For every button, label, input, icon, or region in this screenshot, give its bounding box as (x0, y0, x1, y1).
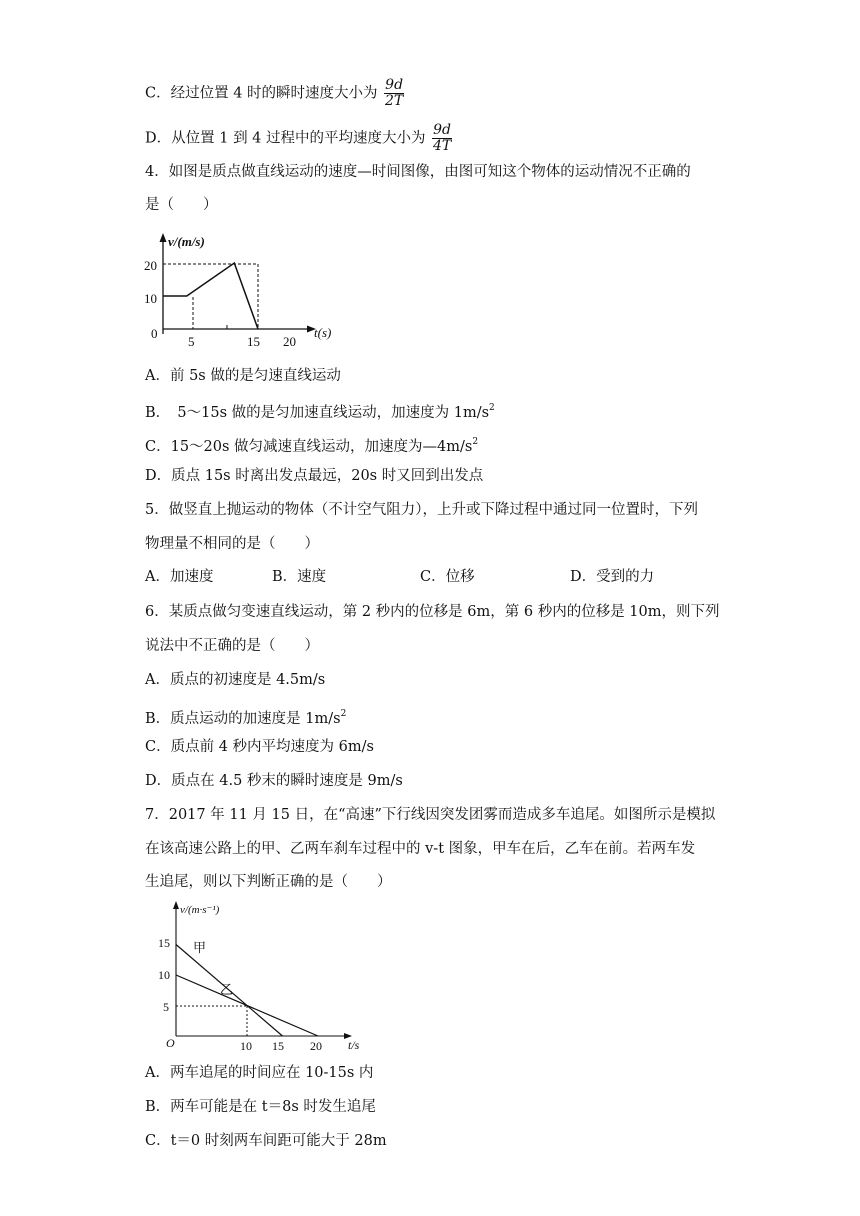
q3-option-d-fraction (432, 123, 452, 154)
fraction-denominator: 2T (384, 93, 404, 109)
q4-option-d: D．质点 15s 时离出发点最远，20s 时又回到出发点 (145, 468, 484, 484)
q6-option-a: A．质点的初速度是 4.5m/s (145, 672, 326, 688)
q4-option-a: A．前 5s 做的是匀速直线运动 (145, 368, 341, 384)
graph1-x-tick-15: 15 (247, 334, 260, 349)
q7-option-c: C．t＝0 时刻两车间距可能大于 28m (145, 1133, 387, 1149)
graph2-label-jia: 甲 (193, 940, 207, 955)
q6-option-b-text: B．质点运动的加速度是 1m/s (145, 711, 341, 727)
q4-option-c (145, 432, 478, 457)
q6-stem-line-1: 6．某质点做匀变速直线运动，第 2 秒内的位移是 6m，第 6 秒内的位移是 10m，则下列 (145, 604, 720, 620)
q6-option-c: C．质点前 4 秒内平均速度为 6m/s (145, 739, 374, 755)
q6-option-b (145, 704, 346, 729)
q4-stem-line-1: 4．如图是质点做直线运动的速度—时间图像，由图可知这个物体的运动情况不正确的 (145, 164, 691, 180)
q3-option-c-text: C．经过位置 4 时的瞬时速度大小为 (145, 85, 378, 102)
graph1-x-axis-label: t(s) (314, 325, 332, 340)
superscript: 2 (340, 709, 347, 719)
q7-option-b: B．两车可能是在 t＝8s 时发生追尾 (145, 1099, 376, 1115)
fraction-numerator: 9d (385, 77, 404, 93)
q4-option-c-text: C．15～20s 做匀减速直线运动，加速度为—4m/s (145, 439, 473, 455)
q5-option-a: A．加速度 (145, 569, 214, 585)
q4-stem-line-2: 是（ ） (145, 197, 218, 213)
fraction-numerator: 9d (433, 122, 451, 138)
q7-option-a: A．两车追尾的时间应在 10-15s 内 (145, 1065, 374, 1081)
q5-options (145, 567, 654, 587)
q5-stem-line-2: 物理量不相同的是（ ） (145, 536, 319, 552)
graph1-y-arrow (160, 233, 167, 242)
graph1-y-tick-20: 20 (144, 258, 157, 273)
graph2-y-tick-5: 5 (163, 1000, 169, 1014)
q3-option-c-fraction (384, 78, 404, 109)
graph2-x-axis-label: t/s (348, 1038, 360, 1052)
q5-stem-line-1: 5．做竖直上抛运动的物体（不计空气阻力），上升或下降过程中通过同一位置时，下列 (145, 502, 698, 518)
superscript: 2 (472, 437, 479, 447)
graph2-x-tick-10: 10 (240, 1039, 252, 1053)
q7-stem-line-3: 生追尾，则以下判断正确的是（ ） (145, 874, 392, 890)
q7-velocity-time-graph (150, 896, 375, 1056)
fraction-denominator: 4T (432, 138, 452, 154)
q5-option-d: D．受到的力 (570, 569, 655, 585)
q7-stem-line-1: 7．2017 年 11 月 15 日，在“高速”下行线因突发团雾而造成多车追尾。如图所示是模拟 (145, 807, 716, 823)
graph2-y-axis-label: v/(m·s⁻¹) (180, 904, 220, 916)
q6-stem-line-2: 说法中不正确的是（ ） (145, 638, 319, 654)
q3-option-d-text: D．从位置 1 到 4 过程中的平均速度大小为 (145, 130, 426, 147)
graph2-label-yi: 乙 (220, 982, 234, 997)
graph2-y-tick-15: 15 (158, 936, 170, 950)
q6-option-d: D．质点在 4.5 秒末的瞬时速度是 9m/s (145, 773, 403, 789)
graph1-velocity-line (163, 263, 258, 329)
graph2-y-tick-10: 10 (158, 968, 170, 982)
superscript: 2 (489, 403, 495, 413)
q4-velocity-time-graph (140, 228, 340, 353)
q4-option-b-text: B． 5～15s 做的是匀加速直线运动，加速度为 1m/s (145, 405, 490, 421)
graph1-y-tick-10: 10 (144, 291, 157, 306)
q3-option-d (145, 123, 452, 154)
q7-stem-line-2: 在该高速公路上的甲、乙两车刹车过程中的 v-t 图象，甲车在后，乙车在前。若两车发 (145, 841, 696, 857)
graph1-x-tick-5: 5 (188, 334, 195, 349)
graph1-y-axis-label: v/(m/s) (168, 234, 205, 249)
q4-option-b (145, 398, 495, 423)
graph2-x-tick-20: 20 (310, 1039, 322, 1053)
q5-option-c: C．位移 (420, 569, 475, 585)
q3-option-c (145, 78, 404, 109)
graph2-x-tick-15: 15 (272, 1039, 284, 1053)
graph1-y-tick-0: 0 (151, 326, 158, 341)
graph1-x-tick-20: 20 (283, 334, 296, 349)
q5-option-b: B．速度 (272, 569, 327, 585)
graph2-y-arrow (173, 901, 179, 909)
graph2-origin-label: O (166, 1036, 175, 1050)
